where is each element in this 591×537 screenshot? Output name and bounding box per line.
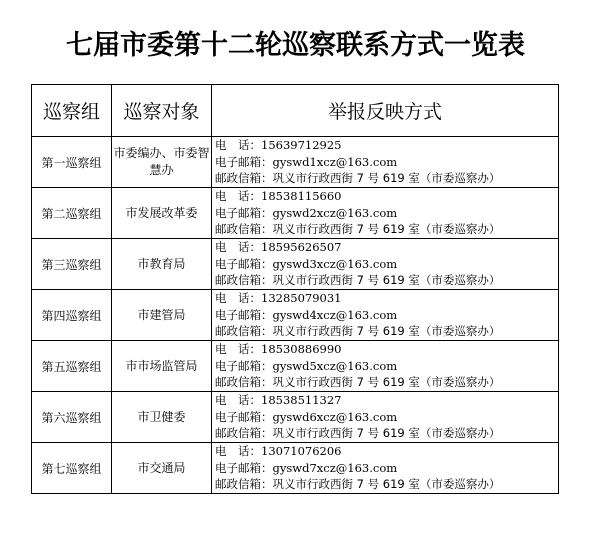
- target-cell: 市建管局: [112, 290, 212, 341]
- postal-line: [215, 221, 558, 238]
- email-address: gyswd6xcz@163.com: [272, 409, 398, 424]
- phone-line: [215, 188, 558, 205]
- postal-address: 巩义市行政西街 7 号 619 室（市委巡察办）: [272, 477, 501, 492]
- postal-label: 邮政信箱：: [215, 171, 273, 186]
- postal-label: 邮政信箱：: [215, 222, 273, 237]
- phone-label: 电 话：: [215, 240, 261, 255]
- target-cell: 市市场监管局: [112, 341, 212, 392]
- contact-table: [31, 84, 559, 494]
- postal-line: [215, 323, 558, 340]
- phone-number: 18538115660: [261, 189, 342, 204]
- email-address: gyswd2xcz@163.com: [272, 205, 398, 220]
- phone-line: [215, 137, 558, 154]
- email-address: gyswd3xcz@163.com: [272, 256, 398, 271]
- postal-address: 巩义市行政西街 7 号 619 室（市委巡察办）: [272, 426, 501, 441]
- phone-label: 电 话：: [215, 138, 261, 153]
- target-cell: 市教育局: [112, 239, 212, 290]
- email-label: 电子邮箱：: [215, 256, 273, 271]
- postal-label: 邮政信箱：: [215, 324, 273, 339]
- table-row: [32, 137, 559, 188]
- contact-cell: [212, 392, 559, 443]
- group-cell: 第三巡察组: [32, 239, 112, 290]
- contact-cell: [212, 290, 559, 341]
- email-label: 电子邮箱：: [215, 358, 273, 373]
- group-cell: 第一巡察组: [32, 137, 112, 188]
- contact-cell: [212, 188, 559, 239]
- group-cell: 第七巡察组: [32, 443, 112, 494]
- email-label: 电子邮箱：: [215, 307, 273, 322]
- contact-cell: [212, 239, 559, 290]
- phone-number: 13285079031: [261, 291, 342, 306]
- phone-label: 电 话：: [215, 291, 261, 306]
- phone-number: 13071076206: [261, 444, 342, 459]
- phone-line: [215, 392, 558, 409]
- table-row: [32, 392, 559, 443]
- email-address: gyswd7xcz@163.com: [272, 460, 398, 475]
- email-address: gyswd5xcz@163.com: [272, 358, 398, 373]
- contact-cell: [212, 137, 559, 188]
- group-cell: 第六巡察组: [32, 392, 112, 443]
- email-line: [215, 409, 558, 426]
- phone-line: [215, 239, 558, 256]
- email-address: gyswd4xcz@163.com: [272, 307, 398, 322]
- postal-address: 巩义市行政西街 7 号 619 室（市委巡察办）: [272, 324, 501, 339]
- phone-label: 电 话：: [215, 342, 261, 357]
- table-header-row: [32, 85, 559, 137]
- postal-address: 巩义市行政西街 7 号 619 室（市委巡察办）: [272, 222, 501, 237]
- target-cell: 市交通局: [112, 443, 212, 494]
- table-row: [32, 290, 559, 341]
- contact-cell: [212, 341, 559, 392]
- postal-label: 邮政信箱：: [215, 477, 273, 492]
- postal-line: [215, 170, 558, 187]
- group-cell: 第五巡察组: [32, 341, 112, 392]
- email-label: 电子邮箱：: [215, 409, 273, 424]
- postal-label: 邮政信箱：: [215, 273, 273, 288]
- group-cell: 第二巡察组: [32, 188, 112, 239]
- group-cell: 第四巡察组: [32, 290, 112, 341]
- email-address: gyswd1xcz@163.com: [272, 154, 398, 169]
- table-row: [32, 188, 559, 239]
- postal-label: 邮政信箱：: [215, 375, 273, 390]
- phone-number: 18595626507: [261, 240, 342, 255]
- postal-line: [215, 374, 558, 391]
- postal-address: 巩义市行政西街 7 号 619 室（市委巡察办）: [272, 375, 501, 390]
- postal-line: [215, 476, 558, 493]
- table-row: [32, 443, 559, 494]
- phone-number: 15639712925: [261, 138, 342, 153]
- postal-address: 巩义市行政西街 7 号 619 室（市委巡察办）: [272, 273, 501, 288]
- phone-number: 18530886990: [261, 342, 342, 357]
- phone-line: [215, 341, 558, 358]
- email-line: [215, 205, 558, 222]
- phone-line: [215, 290, 558, 307]
- email-label: 电子邮箱：: [215, 460, 273, 475]
- email-line: [215, 256, 558, 273]
- postal-line: [215, 272, 558, 289]
- header-group: 巡察组: [32, 85, 112, 137]
- email-line: [215, 358, 558, 375]
- target-cell: 市发展改革委: [112, 188, 212, 239]
- target-cell: 市委编办、市委智慧办: [112, 137, 212, 188]
- target-cell: 市卫健委: [112, 392, 212, 443]
- header-contact: 举报反映方式: [212, 85, 559, 137]
- email-label: 电子邮箱：: [215, 154, 273, 169]
- postal-address: 巩义市行政西街 7 号 619 室（市委巡察办）: [272, 171, 501, 186]
- table-row: [32, 239, 559, 290]
- phone-line: [215, 443, 558, 460]
- email-line: [215, 460, 558, 477]
- postal-line: [215, 425, 558, 442]
- phone-label: 电 话：: [215, 444, 261, 459]
- table-row: [32, 341, 559, 392]
- table-body: [32, 137, 559, 494]
- phone-number: 18538511327: [261, 393, 342, 408]
- contact-cell: [212, 443, 559, 494]
- phone-label: 电 话：: [215, 393, 261, 408]
- email-line: [215, 154, 558, 171]
- page-title: 七届市委第十二轮巡察联系方式一览表: [66, 30, 525, 61]
- header-target: 巡察对象: [112, 85, 212, 137]
- email-line: [215, 307, 558, 324]
- postal-label: 邮政信箱：: [215, 426, 273, 441]
- email-label: 电子邮箱：: [215, 205, 273, 220]
- phone-label: 电 话：: [215, 189, 261, 204]
